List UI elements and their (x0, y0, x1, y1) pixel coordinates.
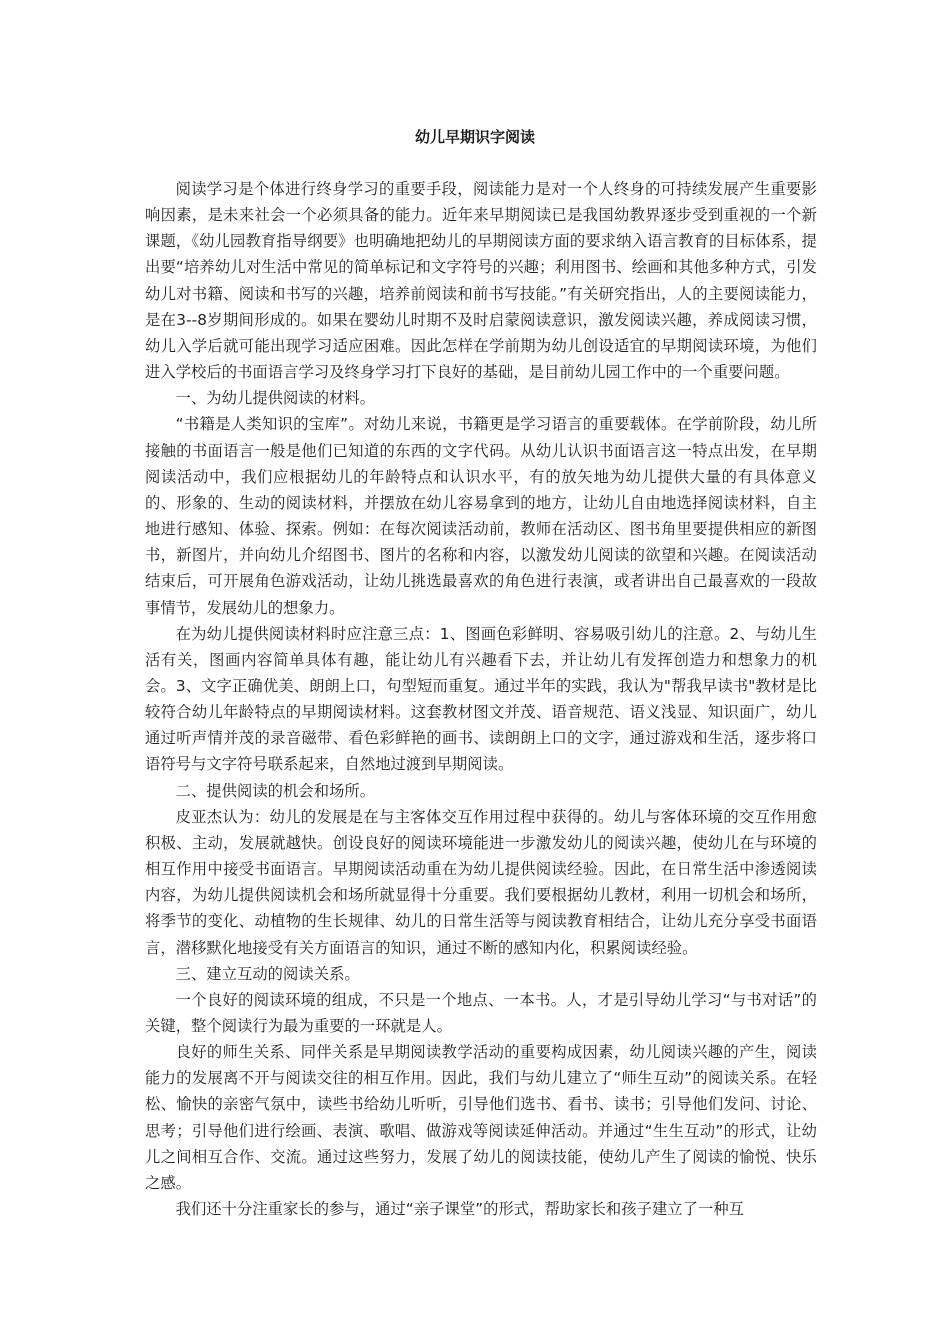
section-heading-1: 一、为幼儿提供阅读的材料。 (175, 389, 376, 408)
paragraph-section-1-a: “书籍是人类知识的宝库”。对幼儿来说，书籍更是学习语言的重要载体。在学前阶段，幼儿所接触的书面语言一般是他们已知道的东西的文字代码。从幼儿认识书面语言这一特点出发，在早期阅读活动中，我们应根据幼儿的年龄特点和认识水平，有的放矢地为幼儿提供大量的有具体意义的、形象的、生动的阅读材料，并摆放在幼儿容易拿到的地方，让幼儿自由地选择阅读材料，自主地进行感知、体验、探索。例如：在每次阅读活动前，教师在活动区、图书角里要提供相应的新图书，新图片，并向幼儿介绍图书、图片的名称和内容，以激发幼儿阅读的欲望和兴趣。在阅读活动结束后，可开展角色游戏活动，让幼儿挑选最喜欢的角色进行表演，或者讲出自己最喜欢的一段故事情节，发展幼儿的想象力。 (145, 415, 817, 617)
paragraph-section-1-b: 在为幼儿提供阅读材料时应注意三点：1、图画色彩鲜明、容易吸引幼儿的注意。2、与幼儿生活有关，图画内容简单具体有趣，能让幼儿有兴趣看下去，并让幼儿有发挥创造力和想象力的机会。3、文字正确优美、朗朗上口，句型短而重复。通过半年的实践，我认为"帮我早读书"教材是比较符合幼儿年龄特点的早期阅读材料。这套教材图文并茂、语音规范、语义浅显、知识面广，幼儿通过听声情并茂的录音磁带、看色彩鲜艳的画书、读朗朗上口的文字，通过游戏和生活，逐步将口语符号与文字符号联系起来，自然地过渡到早期阅读。 (145, 624, 817, 774)
paragraph-intro: 阅读学习是个体进行终身学习的重要手段，阅读能力是对一个人终身的可持续发展产生重要影响因素，是未来社会一个必须具备的能力。近年来早期阅读已是我国幼教界逐步受到重视的一个新课题，《幼儿园教育指导纲要》也明确地把幼儿的早期阅读方面的要求纳入语言教育的目标体系，提出要“培养幼儿对生活中常见的简单标记和文字符号的兴趣；利用图书、绘画和其他多种方式，引发幼儿对书籍、阅读和书写的兴趣，培养前阅读和前书写技能。”有关研究指出，人的主要阅读能力，是在3--8岁期间形成的。如果在婴幼儿时期不及时启蒙阅读意识，激发阅读兴趣，养成阅读习惯，幼儿入学后就可能出现学习适应困难。因此怎样在学前期为幼儿创设适宜的早期阅读环境，为他们进入学校后的书面语言学习及终身学习打下良好的基础，是目前幼儿园工作中的一个重要问题。 (145, 180, 817, 382)
paragraph-section-3-c: 我们还十分注重家长的参与，通过“亲子课堂”的形式，帮助家长和孩子建立了一种互 (175, 1200, 745, 1219)
paragraph-section-3-b: 良好的师生关系、同伴关系是早期阅读教学活动的重要构成因素，幼儿阅读兴趣的产生，阅读能力的发展离不开与阅读交往的相互作用。因此，我们与幼儿建立了“师生互动”的阅读关系。在轻松、愉快的亲密气氛中，读些书给幼儿听听，引导他们选书、看书、读书；引导他们发问、讨论、思考；引导他们进行绘画、表演、歌唱、做游戏等阅读延伸活动。并通过“生生互动”的形式，让幼儿之间相互合作、交流。通过这些努力，发展了幼儿的阅读技能，使幼儿产生了阅读的愉悦、快乐之感。 (145, 1043, 817, 1192)
paragraph-section-3-a: 一个良好的阅读环境的组成，不只是一个地点、一本书。人，才是引导幼儿学习“与书对话”的关键，整个阅读行为最为重要的一环就是人。 (145, 990, 817, 1035)
paragraph-section-2: 皮亚杰认为：幼儿的发展是在与主客体交互作用过程中获得的。幼儿与客体环境的交互作用愈积极、主动，发展就越快。创设良好的阅读环境能进一步激发幼儿的阅读兴趣，使幼儿在与环境的相互作用中接受书面语言。早期阅读活动重在为幼儿提供阅读经验。因此，在日常生活中渗透阅读内容，为幼儿提供阅读机会和场所就显得十分重要。我们要根据幼儿教材，利用一切机会和场所，将季节的变化、动植物的生长规律、幼儿的日常生活等与阅读教育相结合，让幼儿充分享受书面语言，潜移默化地接受有关方面语言的知识，通过不断的感知内化，积累阅读经验。 (145, 807, 817, 957)
section-heading-3: 三、建立互动的阅读关系。 (175, 964, 360, 983)
document-body (145, 176, 817, 1222)
document-title: 幼儿早期识字阅读 (414, 128, 535, 146)
section-heading-2: 二、提供阅读的机会和场所。 (175, 781, 376, 800)
